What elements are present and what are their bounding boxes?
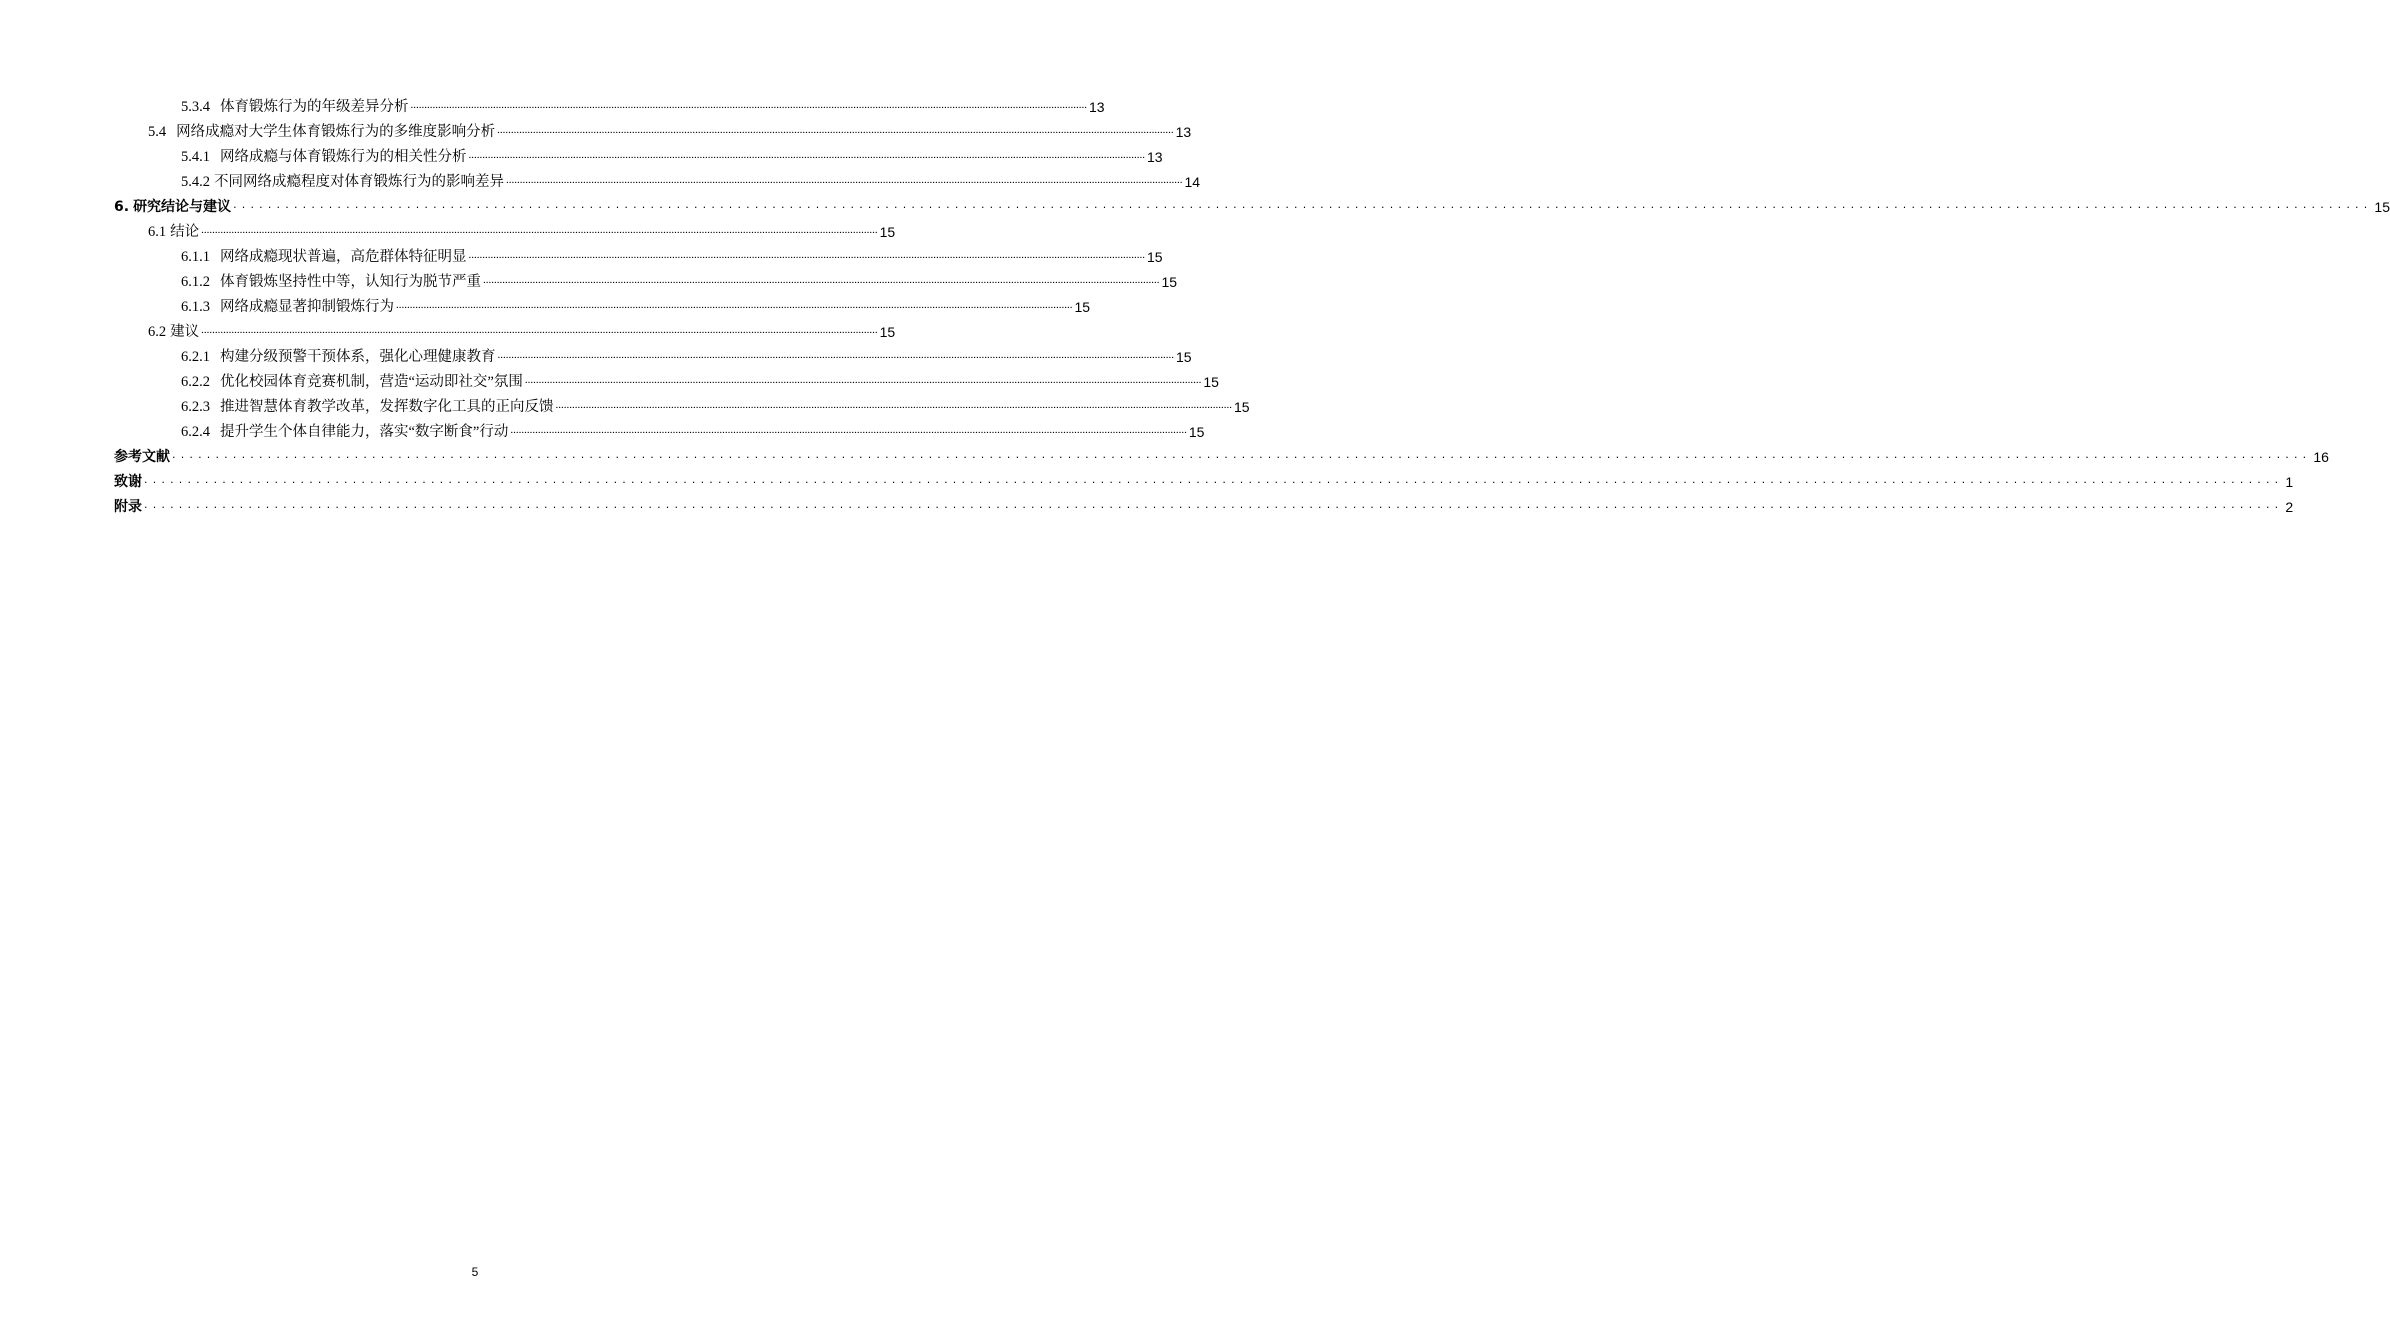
toc-entry-acknowledgements[interactable] <box>114 466 2294 491</box>
toc-entry-page: 1 <box>2285 474 2294 490</box>
toc-entry[interactable] <box>114 216 896 241</box>
toc-leader-dots: ...................................................................................................................................................................................................................................................... <box>468 249 1145 261</box>
toc-entry-references[interactable] <box>114 441 2329 466</box>
toc-entry-label <box>181 348 496 366</box>
toc-entry[interactable] <box>114 241 1163 266</box>
toc-entry-chapter[interactable] <box>114 191 2390 216</box>
toc-entry-number: 6.2.3 <box>181 399 210 415</box>
toc-entry-page: 15 <box>1147 249 1163 265</box>
toc-entry-title: 研究结论与建议 <box>133 199 232 215</box>
toc-leader-dots: ...................................................................................................................................................................................................................................................... <box>497 349 1174 361</box>
toc-entry-page: 2 <box>2285 499 2294 515</box>
toc-leader-dots: ...................................................................................................................................................................................................................................................... <box>510 424 1187 436</box>
toc-entry-number: 6.2.4 <box>181 424 210 440</box>
toc-entry-label <box>114 198 231 216</box>
toc-entry-title: 附录 <box>114 499 142 515</box>
toc-entry-title: 不同网络成瘾程度对体育锻炼行为的影响差异 <box>214 174 504 190</box>
toc-entry-title: 网络成瘾与体育锻炼行为的相关性分析 <box>220 149 467 165</box>
toc-entry-page: 15 <box>879 224 896 240</box>
toc-entry-title: 体育锻炼坚持性中等，认知行为脱节严重 <box>220 274 481 290</box>
toc-entry-title: 提升学生个体自律能力，落实“数字断食”行动 <box>220 424 509 440</box>
toc-entry-number: 6.1.3 <box>181 299 210 315</box>
toc-entry[interactable] <box>114 116 1192 141</box>
table-of-contents <box>114 91 2390 516</box>
toc-entry[interactable] <box>114 166 1201 191</box>
toc-entry-title: 致谢 <box>114 474 142 490</box>
toc-entry[interactable] <box>114 316 896 341</box>
toc-entry-label <box>181 373 523 391</box>
toc-entry-number: 5.4 <box>148 124 167 140</box>
toc-entry-number: 6. <box>114 199 130 215</box>
toc-entry[interactable] <box>114 291 1091 316</box>
toc-entry-number: 6.2.1 <box>181 349 210 365</box>
toc-leader-dots: ...................................................................................................................................................................................................................................................... <box>410 99 1087 111</box>
toc-entry-label <box>181 248 467 266</box>
toc-entry-page: 15 <box>1234 399 1250 415</box>
toc-entry-page: 13 <box>1147 149 1163 165</box>
toc-entry-title: 网络成瘾现状普遍，高危群体特征明显 <box>220 249 467 265</box>
toc-entry-page: 15 <box>1203 374 1219 390</box>
toc-leader-dots: ...................................................................................................................................................................................................................................................... <box>172 448 2312 461</box>
toc-leader-dots: ...................................................................................................................................................................................................................................................... <box>555 399 1232 411</box>
page-number: 5 <box>471 1265 479 1279</box>
toc-leader-dots: ...................................................................................................................................................................................................................................................... <box>233 198 2373 211</box>
toc-leader-dots: ...................................................................................................................................................................................................................................................... <box>497 124 1174 136</box>
toc-entry-label <box>181 298 394 316</box>
toc-entry[interactable] <box>114 91 1105 116</box>
toc-entry[interactable] <box>114 141 1163 166</box>
toc-leader-dots: ...................................................................................................................................................................................................................................................... <box>201 324 878 336</box>
toc-entry-page: 14 <box>1184 174 1201 190</box>
toc-entry-number: 6.1.1 <box>181 249 210 265</box>
toc-entry-title: 网络成瘾显著抑制锻炼行为 <box>220 299 394 315</box>
toc-entry-title: 优化校园体育竞赛机制，营造“运动即社交”氛围 <box>220 374 523 390</box>
toc-entry-title: 构建分级预警干预体系，强化心理健康教育 <box>220 349 496 365</box>
toc-entry-page: 13 <box>1089 99 1105 115</box>
toc-entry-number: 6.2 <box>148 324 167 340</box>
toc-leader-dots: ...................................................................................................................................................................................................................................................... <box>396 299 1073 311</box>
toc-entry-number: 6.1 <box>148 224 167 240</box>
toc-entry-label <box>148 323 199 341</box>
toc-entry-page: 15 <box>1188 424 1205 440</box>
toc-entry-number: 5.3.4 <box>181 99 210 115</box>
toc-leader-dots: ...................................................................................................................................................................................................................................................... <box>201 224 878 236</box>
toc-entry-label <box>181 398 554 416</box>
toc-entry-label <box>181 423 508 441</box>
toc-entry-label <box>181 148 467 166</box>
toc-entry-title: 推进智慧体育教学改革，发挥数字化工具的正向反馈 <box>220 399 554 415</box>
toc-entry-title: 体育锻炼行为的年级差异分析 <box>220 99 409 115</box>
toc-entry-appendix[interactable] <box>114 491 2294 516</box>
toc-entry-title: 网络成瘾对大学生体育锻炼行为的多维度影响分析 <box>176 124 496 140</box>
toc-leader-dots: ...................................................................................................................................................................................................................................................... <box>144 498 2284 511</box>
toc-entry-number: 6.1.2 <box>181 274 210 290</box>
toc-entry-label <box>181 98 409 116</box>
toc-entry-page: 15 <box>879 324 896 340</box>
toc-entry-page: 15 <box>2374 199 2390 215</box>
toc-entry-page: 15 <box>1176 349 1192 365</box>
toc-entry-label <box>148 223 199 241</box>
toc-entry-page: 13 <box>1175 124 1192 140</box>
toc-leader-dots: ...................................................................................................................................................................................................................................................... <box>524 374 1202 386</box>
toc-entry[interactable] <box>114 416 1205 441</box>
toc-leader-dots: ...................................................................................................................................................................................................................................................... <box>483 274 1160 286</box>
toc-entry[interactable] <box>114 341 1192 366</box>
toc-leader-dots: ...................................................................................................................................................................................................................................................... <box>144 473 2284 486</box>
toc-entry-title: 结论 <box>170 224 200 240</box>
toc-leader-dots: ...................................................................................................................................................................................................................................................... <box>506 174 1183 186</box>
toc-entry-number: 6.2.2 <box>181 374 210 390</box>
toc-leader-dots: ...................................................................................................................................................................................................................................................... <box>468 149 1145 161</box>
toc-entry-label <box>181 173 504 191</box>
toc-entry-title: 参考文献 <box>114 449 170 465</box>
toc-entry-page: 16 <box>2313 449 2329 465</box>
toc-entry[interactable] <box>114 391 1250 416</box>
toc-entry-number: 5.4.1 <box>181 149 210 165</box>
toc-entry-page: 15 <box>1074 299 1091 315</box>
toc-entry-number: 5.4.2 <box>181 174 210 190</box>
toc-entry[interactable] <box>114 266 1178 291</box>
toc-entry-label <box>181 273 481 291</box>
toc-entry[interactable] <box>114 366 1219 391</box>
toc-entry-label <box>148 123 495 141</box>
toc-entry-page: 15 <box>1161 274 1178 290</box>
toc-entry-title: 建议 <box>170 324 200 340</box>
